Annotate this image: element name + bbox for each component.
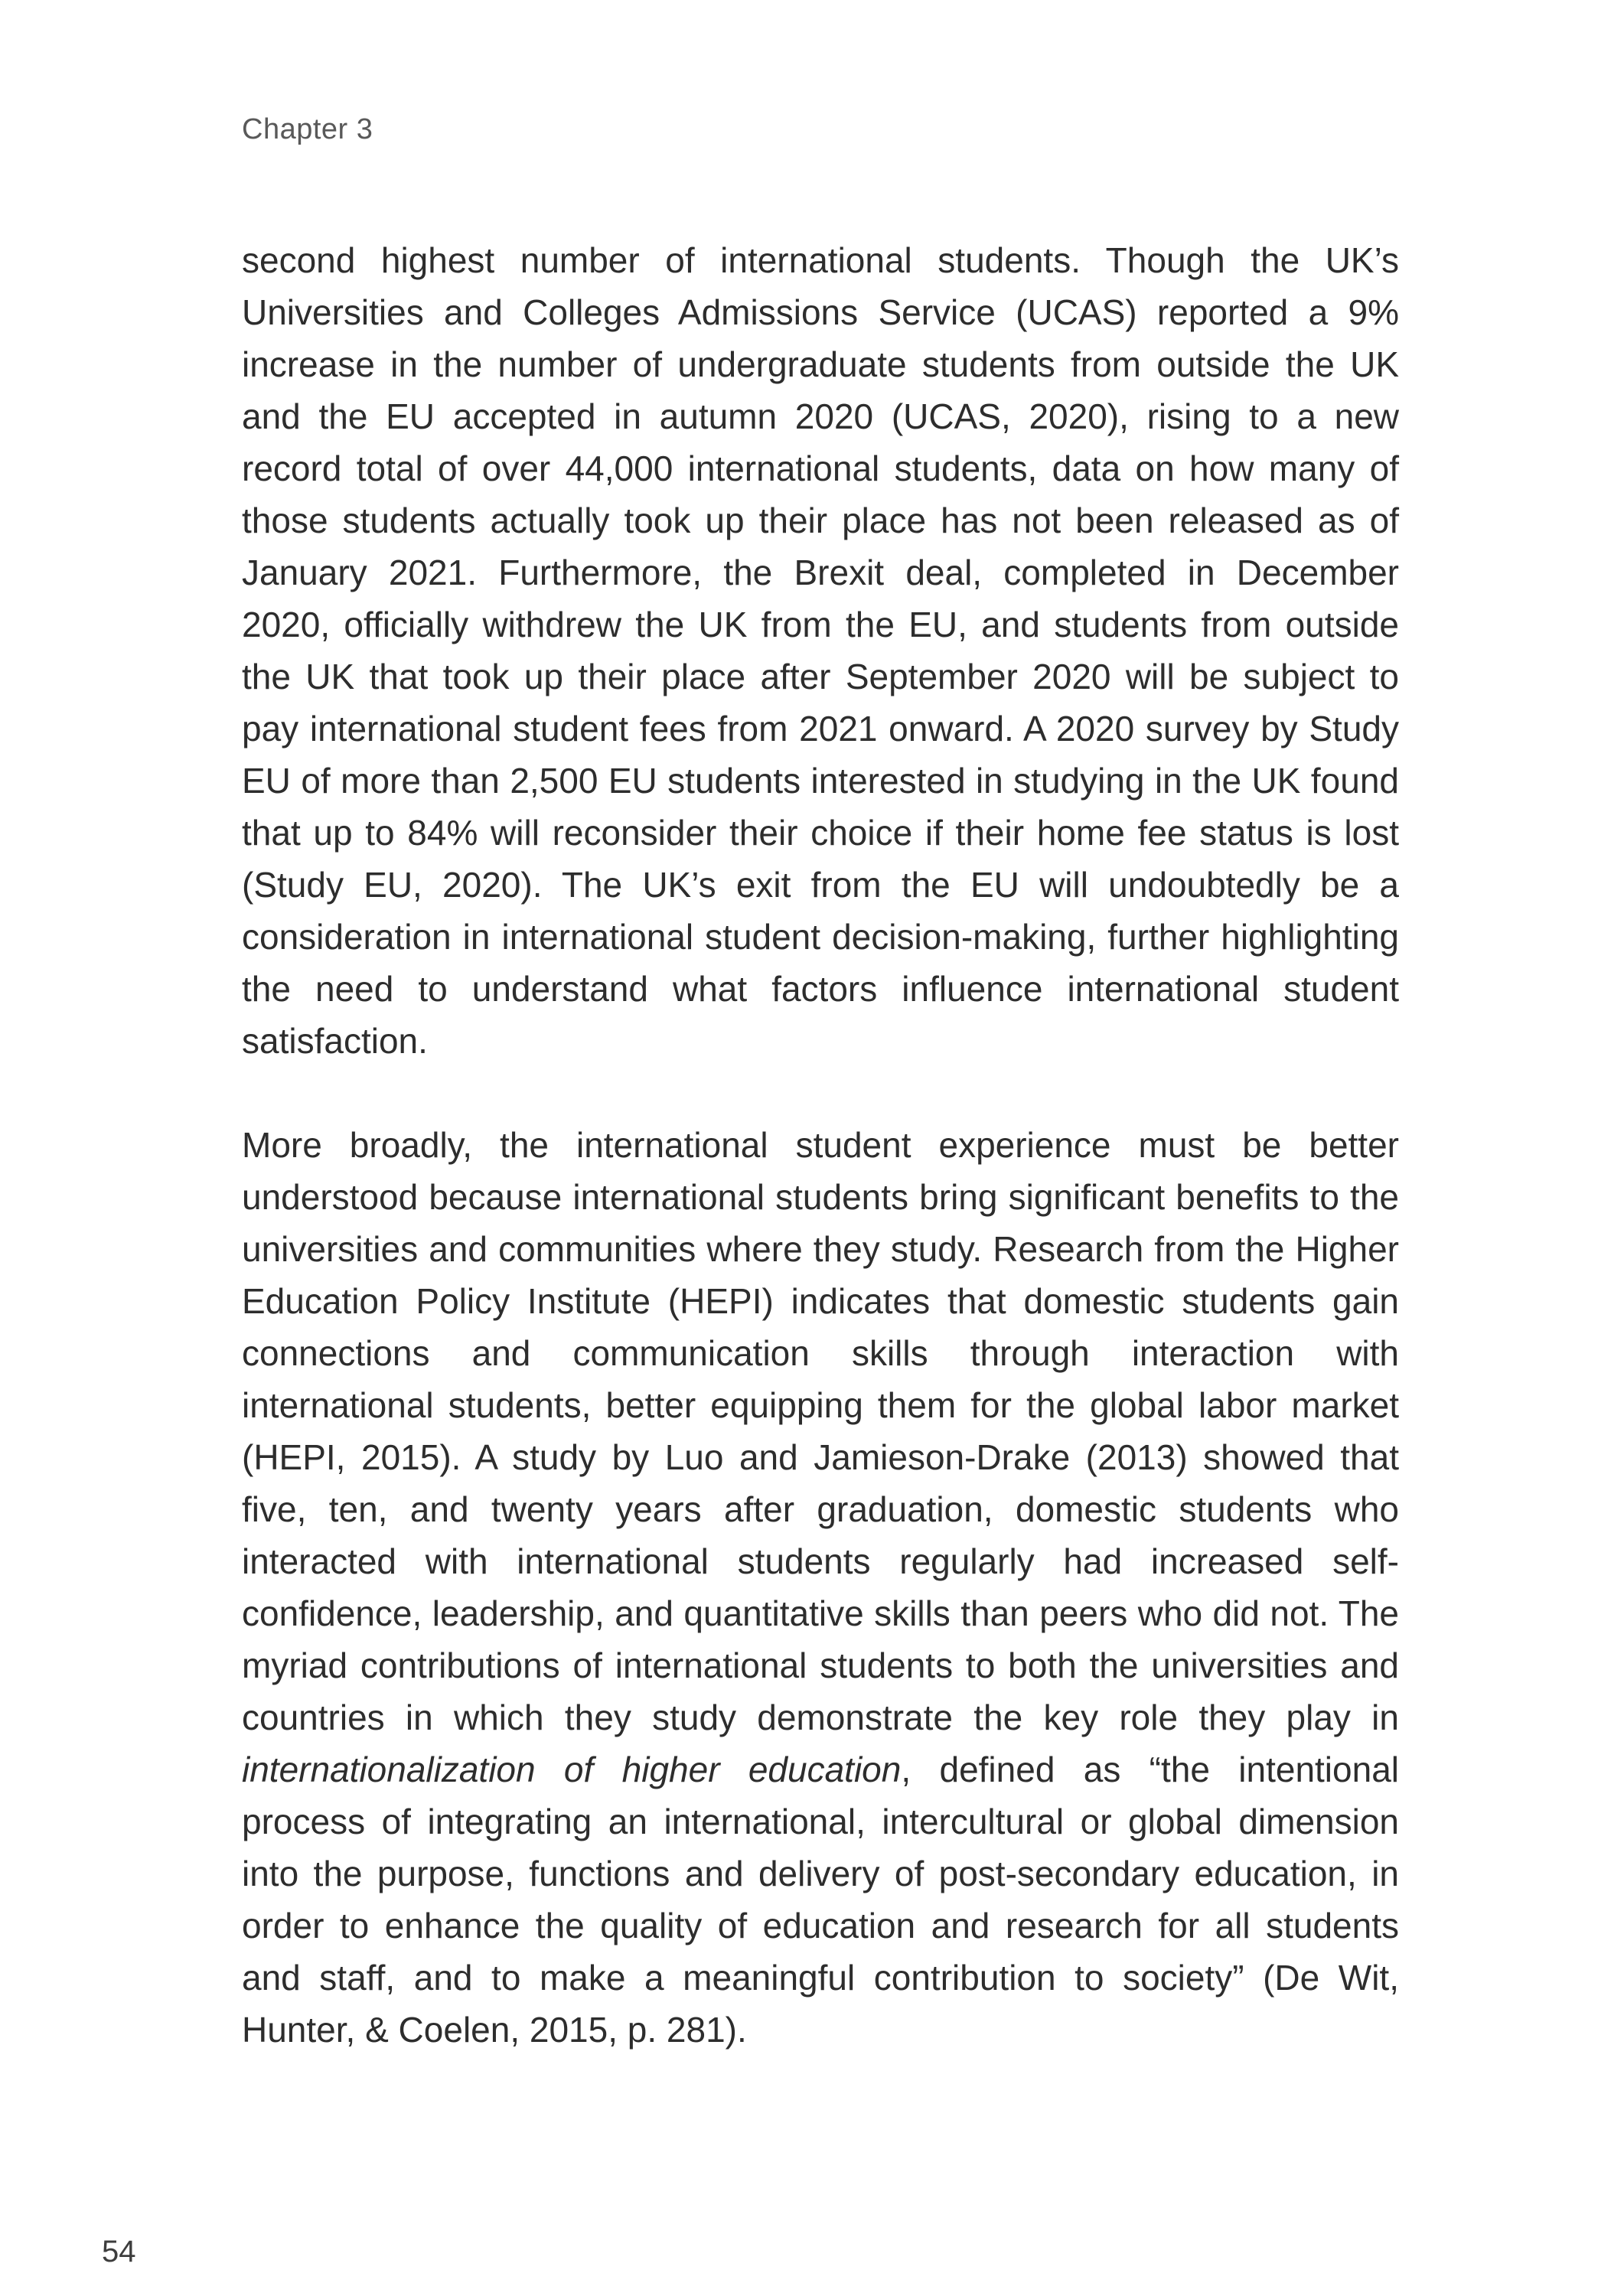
page-number: 54: [102, 2235, 136, 2268]
paragraph-2-text-after: , defined as “the intentional process of integrating an international, intercultural or global dimension into the purpose, functions and delivery of post-secondary education, in order to enhance the quality of education and research for all students and staff, and to make a meaningful contribution to society” (De Wit, Hunter, & Coelen, 2015, p. 281).: [242, 1750, 1399, 2050]
paragraph-2: [242, 1119, 1399, 2056]
paragraph-1: second highest number of international students. Though the UK’s Universities and Colleges Admissions Service (UCAS) reported a 9% increase in the number of undergraduate students from outside the UK and the EU accepted in autumn 2020 (UCAS, 2020), rising to a new record total of over 44,000 international students, data on how many of those students actually took up their place has not been released as of January 2021. Furthermore, the Brexit deal, completed in December 2020, officially withdrew the UK from the EU, and students from outside the UK that took up their place after September 2020 will be subject to pay international student fees from 2021 onward. A 2020 survey by Study EU of more than 2,500 EU students interested in studying in the UK found that up to 84% will reconsider their choice if their home fee status is lost (Study EU, 2020). The UK’s exit from the EU will undoubtedly be a consideration in international student decision-making, further highlighting the need to understand what factors influence international student satisfaction.: [242, 240, 1399, 1061]
chapter-header: Chapter 3: [242, 113, 373, 145]
paragraph-2-text-before: More broadly, the international student experience must be better understood because international students bring significant benefits to the universities and communities where they study. Research from the Higher Education Policy Institute (HEPI) indicates that domestic students gain connections and communication skills through interaction with international students, better equipping them for the global labor market (HEPI, 2015). A study by Luo and Jamieson-Drake (2013) showed that five, ten, and twenty years after graduation, domestic students who interacted with international students regularly had increased self-confidence, leadership, and quantitative skills than peers who did not. The myriad contributions of international students to both the universities and countries in which they study demonstrate the key role they play in: [242, 1125, 1399, 1737]
body-text: [242, 234, 1399, 2056]
paragraph-2-italic-phrase: internationalization of higher education: [242, 1750, 902, 1789]
